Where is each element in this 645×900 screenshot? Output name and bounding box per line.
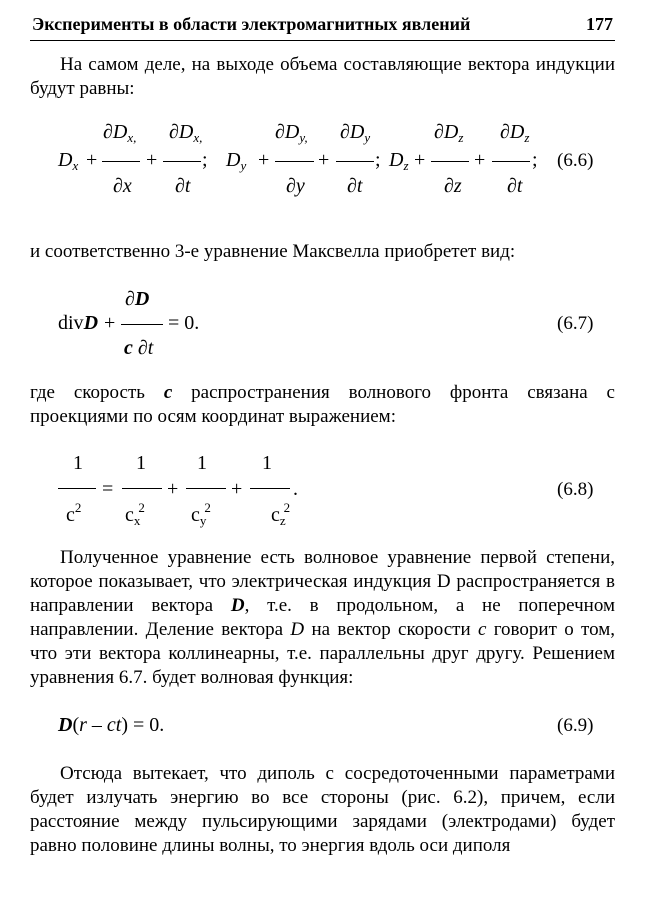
eq66-plus: + bbox=[146, 149, 158, 171]
eq66-plus: + bbox=[414, 149, 426, 171]
eq66-den-x2: ∂t bbox=[175, 175, 191, 197]
eq68-one: 1 bbox=[197, 452, 207, 474]
equation-number: (6.6) bbox=[557, 150, 594, 171]
eq66-lead-y: $D_y$ bbox=[226, 149, 247, 173]
eq67-lhs: divD bbox=[58, 312, 99, 334]
eq68-plus: + bbox=[167, 478, 179, 500]
eq66-lead-x: $D_x$ bbox=[58, 149, 79, 173]
eq68-frac-line bbox=[122, 488, 162, 489]
page-number: 177 bbox=[586, 14, 613, 34]
equation-number: (6.7) bbox=[557, 313, 594, 334]
paragraph-3: где скорость с распространения волнового фронта связана с проекциями по осям координат выражением: bbox=[30, 382, 615, 427]
eq66-num-z2: $\partial D_z$ bbox=[500, 121, 530, 145]
equation-number: (6.8) bbox=[557, 479, 594, 500]
eq68-frac-line bbox=[250, 488, 290, 489]
paragraph-4: Полученное уравнение есть волновое уравнение первой степени, которое показывает, что электрическая индукция D распространяется в направлении вектора D, т.е. в продольном, а не поперечном направлении. Деление вектора D на вектор скорости c говорит о том, что эти вектора коллинеарны, т.е. параллельны друг другу. Решением уравнения 6.7. будет волновая функция: bbox=[30, 547, 615, 688]
eq66-frac-line bbox=[336, 161, 374, 162]
eq68-den-c: $c^2$ bbox=[66, 500, 82, 526]
eq66-den-z2: ∂t bbox=[507, 175, 523, 197]
eq68-one: 1 bbox=[262, 452, 272, 474]
running-header bbox=[30, 14, 615, 41]
paragraph-2: и соответственно 3-е уравнение Максвелла приобретет вид: bbox=[30, 241, 516, 262]
eq66-semicolon: ; bbox=[202, 149, 208, 171]
eq66-frac-line bbox=[102, 161, 140, 162]
eq66-plus: + bbox=[258, 149, 270, 171]
eq66-semicolon: ; bbox=[375, 149, 381, 171]
eq66-frac-line bbox=[163, 161, 201, 162]
eq66-num-x2: $\partial D_{x,}$ bbox=[169, 121, 203, 145]
eq68-dot: . bbox=[293, 478, 298, 500]
eq68-frac-line bbox=[186, 488, 226, 489]
eq68-plus: + bbox=[231, 478, 243, 500]
eq66-plus: + bbox=[318, 149, 330, 171]
eq66-lead-z: $D_z$ bbox=[389, 149, 409, 173]
eq68-den-cy: $c_y^2$ bbox=[191, 500, 211, 528]
eq66-num-y2: $\partial D_y$ bbox=[340, 121, 371, 145]
eq66-num-z1: $\partial D_z$ bbox=[434, 121, 464, 145]
eq66-den-y1: ∂y bbox=[286, 175, 305, 197]
paragraph-5: Отсюда вытекает, что диполь с сосредоточенными параметрами будет излучать энергию во все стороны (рис. 6.2), причем, если расстояние между пульсирующими зарядами (электродами) будет равно половине длины волны, то энергия вдоль оси диполя bbox=[30, 763, 615, 856]
eq68-den-cx: $c_x^2$ bbox=[125, 500, 145, 528]
eq67-numerator: ∂D bbox=[125, 288, 150, 310]
running-title: Эксперименты в области электромагнитных явлений bbox=[32, 14, 471, 34]
eq69-expression: D(r – ct) = 0. bbox=[58, 714, 165, 736]
eq68-den-cz: $c_z^2$ bbox=[271, 500, 291, 528]
eq66-den-z1: ∂z bbox=[444, 175, 462, 197]
eq67-rhs: = 0. bbox=[168, 312, 200, 334]
eq67-frac-line bbox=[121, 324, 163, 325]
eq66-num-y1: $\partial D_{y,}$ bbox=[275, 121, 308, 145]
eq66-semicolon: ; bbox=[532, 149, 538, 171]
eq66-num-x1: $\partial D_{x,}$ bbox=[103, 121, 137, 145]
eq68-frac-line bbox=[58, 488, 96, 489]
paragraph-1: На самом деле, на выходе объема составляющие вектора индукции будут равны: bbox=[30, 54, 615, 99]
eq68-one: 1 bbox=[73, 452, 83, 474]
eq66-den-x1: ∂x bbox=[113, 175, 132, 197]
eq68-one: 1 bbox=[136, 452, 146, 474]
eq66-frac-line bbox=[492, 161, 530, 162]
eq66-frac-line bbox=[431, 161, 469, 162]
equation-number: (6.9) bbox=[557, 715, 594, 736]
eq67-denominator: c ∂t bbox=[124, 337, 154, 359]
eq66-den-y2: ∂t bbox=[347, 175, 363, 197]
eq68-equals: = bbox=[102, 478, 114, 500]
eq67-plus: + bbox=[104, 312, 116, 334]
eq66-plus: + bbox=[474, 149, 486, 171]
eq66-plus: + bbox=[86, 149, 98, 171]
eq66-frac-line bbox=[275, 161, 314, 162]
